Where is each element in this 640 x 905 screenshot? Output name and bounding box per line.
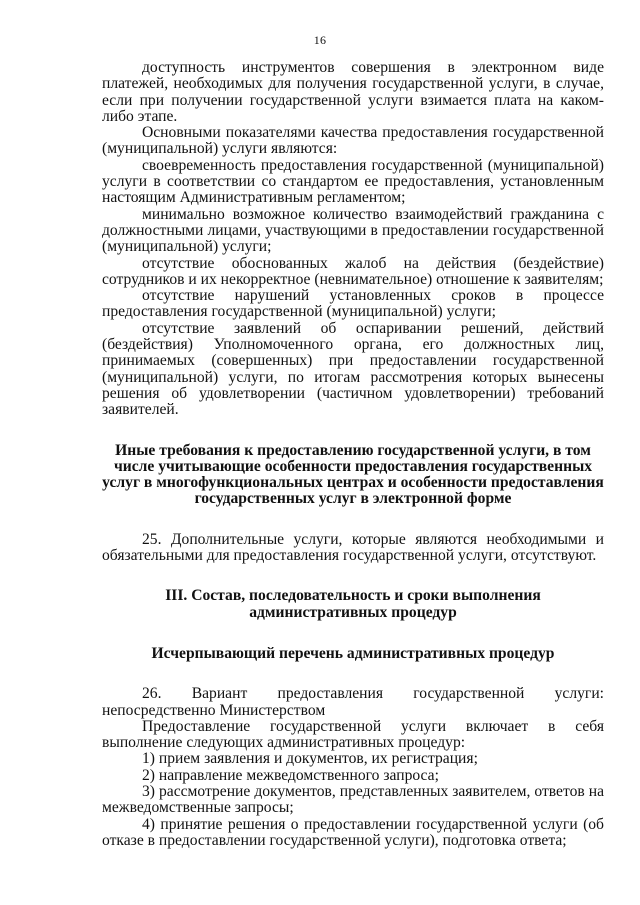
paragraph: минимально возможное количество взаимодействий гражданина с должностными лицами, участвующими в предоставлении государственной (муниципальной) услуги; [102, 205, 604, 256]
heading-line: Иные требования к предоставлению государственной услуги, в том [115, 441, 591, 459]
page-content [102, 60, 604, 849]
heading-line: числе учитывающие особенности предоставления государственных [113, 457, 593, 475]
list-item: 4) принятие решения о предоставлении государственной услуги (об отказе в предоставлении государственной услуги), подготовка ответа; [102, 815, 604, 849]
list-item: 1) прием заявления и документов, их регистрация; [142, 750, 478, 768]
heading-line: III. Состав, последовательность и сроки выполнения [165, 587, 541, 605]
list-item: 3) рассмотрение документов, представленных заявителем, ответов на межведомственные запросы; [102, 782, 604, 817]
paragraph: доступность инструментов совершения в электронном виде платежей, необходимых для получения государственной услуги, в случае, если при получении государственной услуги взимается плата на каком-либо этапе. [102, 59, 604, 125]
list-item: 2) направление межведомственного запроса; [142, 766, 439, 784]
paragraph-26: 26. Вариант предоставления государственной услуги: непосредственно Министерством [102, 685, 604, 719]
other-requirements-heading [102, 443, 604, 508]
procedures-list-heading: Исчерпывающий перечень административных процедур [151, 644, 555, 662]
paragraph: Основными показателями качества предоставления государственной (муниципальной) услуги являются: [102, 124, 604, 158]
paragraph: отсутствие заявлений об оспаривании решений, действий (бездействия) Уполномоченного органа, его должностных лиц, принимаемых (совершенных) при предоставлении государственной (муниципальной) услуги, по итогам рассмотрения которых вынесены решения об удовлетворении (частичном удовлетворении) требований заявителей. [102, 319, 604, 419]
paragraph: отсутствие нарушений установленных сроков в процессе предоставления государственной (муниципальной) услуги; [102, 287, 604, 321]
paragraph: отсутствие обоснованных жалоб на действия (бездействие) сотрудников и их некорректное (невнимательное) отношение к заявителям; [102, 254, 604, 288]
paragraph: своевременность предоставления государственной (муниципальной) услуги в соответствии со стандартом ее предоставления, установленным настоящим Административным регламентом; [102, 156, 604, 207]
heading-line: административных процедур [249, 603, 457, 621]
section-26 [102, 686, 604, 849]
quality-indicators-section [102, 60, 604, 419]
paragraph-25: 25. Дополнительные услуги, которые являются необходимыми и обязательными для предоставления государственной услуги, отсутствуют. [102, 530, 604, 565]
heading-line: государственных услуг в электронной форме [194, 490, 512, 508]
section-3-heading [102, 588, 604, 621]
paragraph: Предоставление государственной услуги включает в себя выполнение следующих административных процедур: [102, 717, 604, 752]
page-number: 16 [313, 33, 327, 47]
heading-line: услуг в многофункциональных центрах и особенности предоставления [102, 474, 604, 492]
